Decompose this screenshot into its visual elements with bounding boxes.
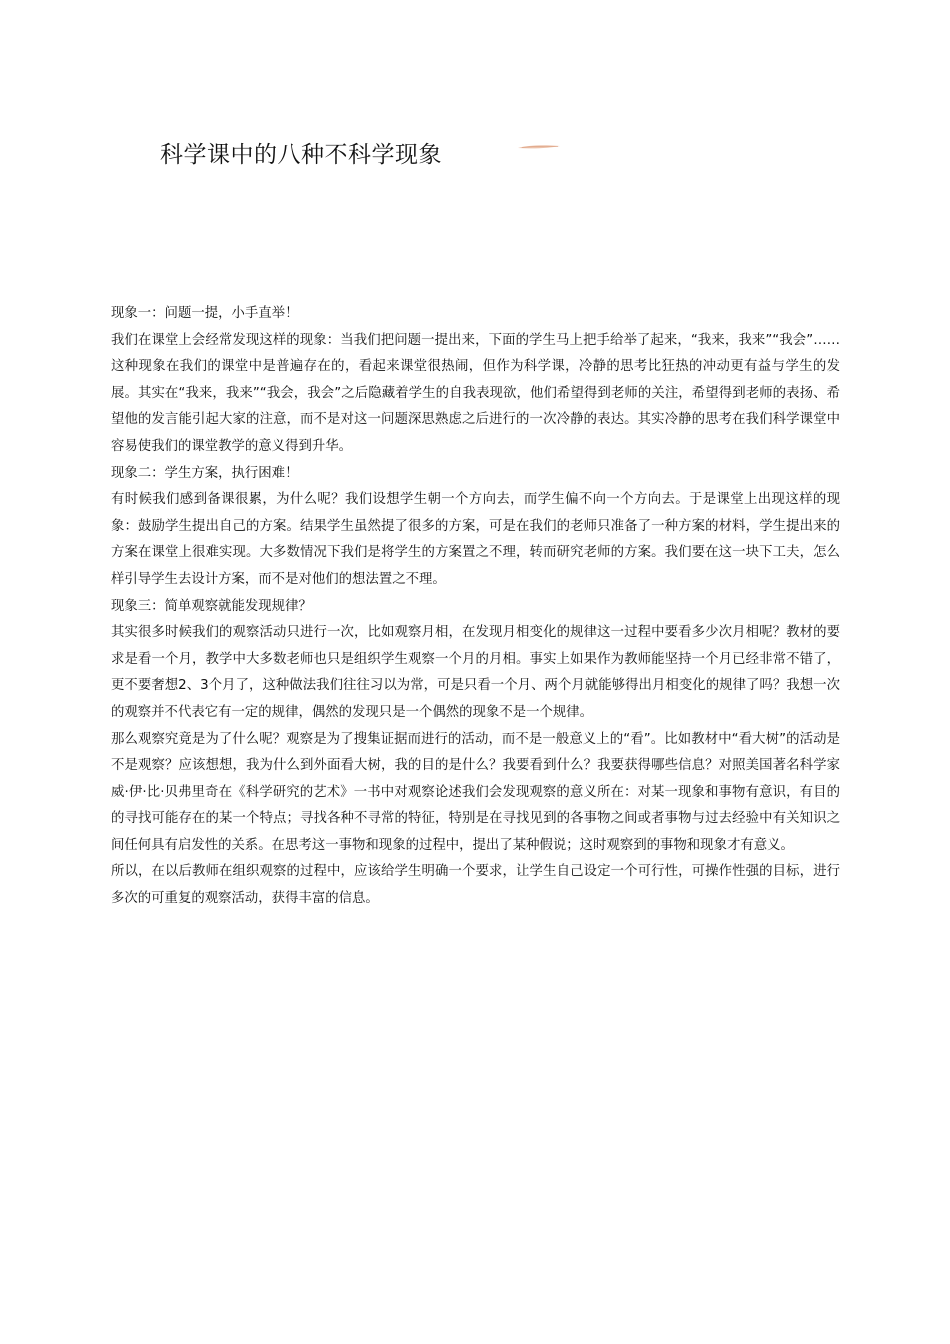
section-heading-3: 现象三：简单观察就能发现规律？ — [111, 598, 312, 614]
body-paragraph-4: 那么观察究竟是为了什么呢？观察是为了搜集证据而进行的活动，而不是一般意义上的“看”。比如教材中“看大树”的活动是不是观察？应该想想，我为什么到外面看大树，我的目的是什么？我要看到什么？我要获得哪些信息？对照美国著名科学家威·伊·比·贝弗里奇在《科学研究的艺术》一书中对观察论述我们会发现观察的意义所在：对某一现象和事物有意识，有目的的寻找可能存在的某一个特点；寻找各种不寻常的特征，特别是在寻找见到的各事物之间或者事物与过去经验中有关知识之间任何具有启发性的关系。在思考这一事物和现象的过程中，提出了某种假说；这时观察到的事物和现象才有意义。 — [111, 731, 840, 853]
section-heading-1: 现象一：问题一提，小手直举！ — [111, 306, 299, 321]
body-paragraph-2: 有时候我们感到备课很累，为什么呢？我们设想学生朝一个方向去，而学生偏不向一个方向去。于是课堂上出现这样的现象：鼓励学生提出自己的方案。结果学生虽然提了很多的方案，可是在我们的老师只准备了一种方案的材料，学生提出来的方案在课堂上很难实现。大多数情况下我们是将学生的方案置之不理，转而研究老师的方案。我们要在这一块下工夫，怎么样引导学生去设计方案，而不是对他们的想法置之不理。 — [111, 492, 840, 587]
body-paragraph-3: 其实很多时候我们的观察活动只进行一次，比如观察月相，在发现月相变化的规律这一过程中要看多少次月相呢？教材的要求是看一个月，教学中大多数老师也只是组织学生观察一个月的月相。事实上如果作为教师能坚持一个月已经非常不错了，更不要奢想2、3个月了，这种做法我们往往习以为常，可是只看一个月、两个月就能够得出月相变化的规律了吗？我想一次的观察并不代表它有一定的规律，偶然的发现只是一个偶然的现象不是一个规律。 — [111, 625, 840, 720]
body-paragraph-5: 所以，在以后教师在组织观察的过程中，应该给学生明确一个要求，让学生自己设定一个可行性，可操作性强的目标，进行多次的可重复的观察活动，获得丰富的信息。 — [111, 864, 840, 907]
decorative-brush-stroke — [516, 142, 562, 152]
body-paragraph-1: 我们在课堂上会经常发现这样的现象：当我们把问题一提出来，下面的学生马上把手给举了起来，“我来，我来”“我会”……这种现象在我们的课堂中是普遍存在的，看起来课堂很热闹，但作为科学课，冷静的思考比狂热的冲动更有益与学生的发展。其实在“我来，我来”“我会，我会”之后隐藏着学生的自我表现欲，他们希望得到老师的关注，希望得到老师的表扬、希望他的发言能引起大家的注意，而不是对这一问题深思熟虑之后进行的一次冷静的表达。其实冷静的思考在我们科学课堂中容易使我们的课堂教学的意义得到升华。 — [111, 332, 840, 454]
document-body — [111, 301, 840, 913]
document-title: 科学课中的八种不科学现象 — [160, 142, 442, 168]
section-heading-2: 现象二：学生方案，执行困难！ — [111, 465, 299, 481]
